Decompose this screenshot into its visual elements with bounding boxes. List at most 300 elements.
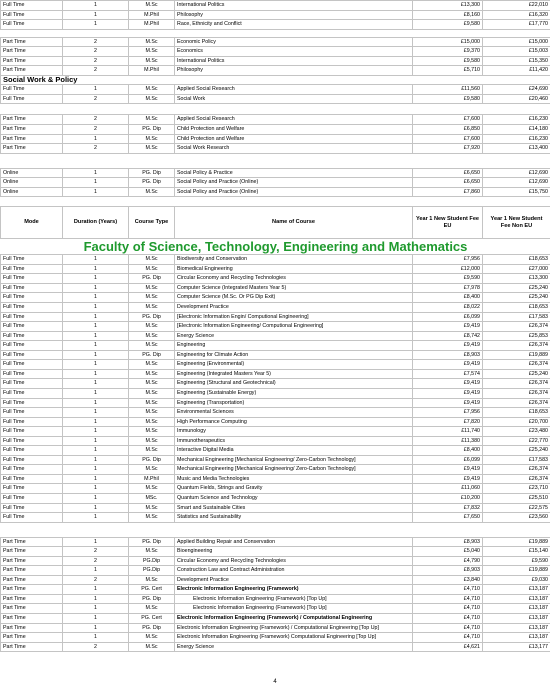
- duration-cell: 1: [63, 264, 129, 274]
- fee-non-eu-cell: £17,583: [483, 455, 550, 465]
- fee-eu-cell: £9,370: [413, 47, 483, 57]
- duration-cell: 1: [63, 484, 129, 494]
- mode-cell: Full Time: [1, 322, 63, 332]
- fee-eu-cell: £7,832: [413, 503, 483, 513]
- duration-cell: 1: [63, 187, 129, 197]
- table-row: [1, 144, 550, 154]
- fee-non-eu-cell: £26,374: [483, 360, 550, 370]
- mode-cell: Full Time: [1, 274, 63, 284]
- mode-cell: Full Time: [1, 341, 63, 351]
- table-row: [1, 303, 550, 313]
- fee-non-eu-cell: £9,590: [483, 556, 550, 566]
- fee-eu-cell: £7,956: [413, 408, 483, 418]
- table-row: [1, 427, 550, 437]
- fee-eu-cell: £11,560: [413, 85, 483, 95]
- duration-cell: 1: [63, 10, 129, 20]
- course-type-cell: M.Sc: [129, 427, 175, 437]
- table-row: [1, 187, 550, 197]
- table-row: [1, 85, 550, 95]
- fee-eu-cell: £7,978: [413, 283, 483, 293]
- table-row: [1, 274, 550, 284]
- mode-cell: Full Time: [1, 474, 63, 484]
- mode-cell: Full Time: [1, 465, 63, 475]
- course-type-cell: M.Sc: [129, 322, 175, 332]
- course-type-cell: M.Sc: [129, 360, 175, 370]
- course-type-cell: M.Sc: [129, 408, 175, 418]
- table-row: [1, 594, 550, 604]
- table-row: [1, 633, 550, 643]
- course-type-cell: M.Sc: [129, 37, 175, 47]
- duration-cell: 2: [63, 37, 129, 47]
- fee-eu-cell: £9,419: [413, 379, 483, 389]
- mode-cell: Part Time: [1, 566, 63, 576]
- fee-non-eu-cell: £16,320: [483, 10, 550, 20]
- duration-cell: 2: [63, 556, 129, 566]
- fee-non-eu-cell: £12,690: [483, 178, 550, 188]
- mode-cell: Full Time: [1, 350, 63, 360]
- table-row: [1, 575, 550, 585]
- table-row: [1, 556, 550, 566]
- course-name-cell: [Electronic Information Engin/ Computional Engineering]: [175, 312, 413, 322]
- duration-cell: 1: [63, 474, 129, 484]
- header-fee-non-eu: Year 1 New Student Fee Non EU: [483, 207, 550, 239]
- row-spacer: [1, 197, 550, 207]
- fee-non-eu-cell: £22,575: [483, 503, 550, 513]
- mode-cell: Full Time: [1, 379, 63, 389]
- fee-non-eu-cell: £13,300: [483, 274, 550, 284]
- fee-eu-cell: £4,710: [413, 594, 483, 604]
- fee-eu-cell: £4,710: [413, 633, 483, 643]
- page-number: 4: [273, 679, 277, 685]
- table-row: [1, 408, 550, 418]
- fee-eu-cell: £11,380: [413, 436, 483, 446]
- fee-non-eu-cell: £19,889: [483, 537, 550, 547]
- fee-eu-cell: £10,200: [413, 493, 483, 503]
- course-name-cell: Engineering (Transportation): [175, 398, 413, 408]
- fee-eu-cell: £6,650: [413, 178, 483, 188]
- course-type-cell: PG. Cert: [129, 613, 175, 623]
- duration-cell: 1: [63, 283, 129, 293]
- fee-non-eu-cell: £23,710: [483, 484, 550, 494]
- mode-cell: Full Time: [1, 303, 63, 313]
- mode-cell: Full Time: [1, 283, 63, 293]
- fee-non-eu-cell: £13,187: [483, 585, 550, 595]
- table-row: [1, 388, 550, 398]
- mode-cell: Part Time: [1, 37, 63, 47]
- table-row: [1, 322, 550, 332]
- duration-cell: 1: [63, 85, 129, 95]
- fee-eu-cell: £8,022: [413, 303, 483, 313]
- table-row: [1, 566, 550, 576]
- fee-eu-cell: £13,300: [413, 1, 483, 11]
- course-type-cell: M.Sc: [129, 341, 175, 351]
- duration-cell: 2: [63, 115, 129, 125]
- mode-cell: Part Time: [1, 537, 63, 547]
- fee-non-eu-cell: £9,030: [483, 575, 550, 585]
- duration-cell: 1: [63, 537, 129, 547]
- fee-eu-cell: £9,580: [413, 56, 483, 66]
- course-type-cell: PG.Dip: [129, 566, 175, 576]
- course-type-cell: M.Phil: [129, 66, 175, 76]
- mode-cell: Part Time: [1, 594, 63, 604]
- mode-cell: Part Time: [1, 556, 63, 566]
- course-type-cell: M.Phil: [129, 20, 175, 30]
- mode-cell: Full Time: [1, 408, 63, 418]
- duration-cell: 1: [63, 436, 129, 446]
- table-row: [1, 255, 550, 265]
- fee-eu-cell: £9,419: [413, 474, 483, 484]
- course-name-cell: Child Protection and Welfare: [175, 134, 413, 144]
- fee-non-eu-cell: £24,690: [483, 85, 550, 95]
- course-name-cell: Philosophy: [175, 66, 413, 76]
- course-name-cell: Immunology: [175, 427, 413, 437]
- course-type-cell: PG. Dip: [129, 178, 175, 188]
- fee-eu-cell: £7,574: [413, 369, 483, 379]
- course-name-cell: Child Protection and Welfare: [175, 125, 413, 135]
- fee-eu-cell: £7,650: [413, 513, 483, 523]
- fee-eu-cell: £7,860: [413, 187, 483, 197]
- duration-cell: 1: [63, 388, 129, 398]
- fee-non-eu-cell: £16,230: [483, 134, 550, 144]
- duration-cell: 1: [63, 465, 129, 475]
- duration-cell: 2: [63, 144, 129, 154]
- fee-eu-cell: £4,621: [413, 642, 483, 652]
- duration-cell: 2: [63, 94, 129, 104]
- duration-cell: 1: [63, 134, 129, 144]
- fee-eu-cell: £8,400: [413, 293, 483, 303]
- fee-non-eu-cell: £13,187: [483, 633, 550, 643]
- course-name-cell: Immunotherapeutics: [175, 436, 413, 446]
- course-type-cell: PG.Dip: [129, 556, 175, 566]
- fee-eu-cell: £6,099: [413, 312, 483, 322]
- course-type-cell: MSc.: [129, 493, 175, 503]
- table-row: [1, 613, 550, 623]
- fee-non-eu-cell: £26,374: [483, 388, 550, 398]
- header-fee-eu: Year 1 New Student Fee EU: [413, 207, 483, 239]
- fee-non-eu-cell: £19,889: [483, 350, 550, 360]
- table-row: [1, 446, 550, 456]
- fee-eu-cell: £6,099: [413, 455, 483, 465]
- mode-cell: Part Time: [1, 613, 63, 623]
- duration-cell: 1: [63, 255, 129, 265]
- course-name-cell: Applied Social Research: [175, 115, 413, 125]
- fee-eu-cell: £4,710: [413, 623, 483, 633]
- mode-cell: Full Time: [1, 293, 63, 303]
- fee-non-eu-cell: £18,653: [483, 303, 550, 313]
- duration-cell: 1: [63, 417, 129, 427]
- table-row: [1, 20, 550, 30]
- duration-cell: 2: [63, 47, 129, 57]
- course-name-cell: Applied Social Research: [175, 85, 413, 95]
- course-name-cell: Computer Science (M.Sc. Or PG Dip Exit): [175, 293, 413, 303]
- mode-cell: Full Time: [1, 10, 63, 20]
- table-row: [1, 398, 550, 408]
- table-row: [1, 623, 550, 633]
- course-type-cell: M.Sc: [129, 47, 175, 57]
- fee-non-eu-cell: £17,583: [483, 312, 550, 322]
- table-row: [1, 341, 550, 351]
- table-row: [1, 379, 550, 389]
- duration-cell: 2: [63, 125, 129, 135]
- course-name-cell: High Performance Computing: [175, 417, 413, 427]
- fee-non-eu-cell: £25,240: [483, 293, 550, 303]
- header-duration: Duration (Years): [63, 207, 129, 239]
- fee-non-eu-cell: £26,374: [483, 379, 550, 389]
- fee-non-eu-cell: £22,010: [483, 1, 550, 11]
- fee-non-eu-cell: £23,480: [483, 427, 550, 437]
- course-name-cell: Philosophy: [175, 10, 413, 20]
- table-row: [1, 10, 550, 20]
- table-row: [1, 37, 550, 47]
- course-name-cell: Development Practice: [175, 303, 413, 313]
- table-row: [1, 168, 550, 178]
- fee-eu-cell: £5,040: [413, 547, 483, 557]
- course-type-cell: M.Sc: [129, 503, 175, 513]
- table-row: [1, 47, 550, 57]
- fee-non-eu-cell: £13,187: [483, 623, 550, 633]
- duration-cell: 1: [63, 168, 129, 178]
- table-row: [1, 264, 550, 274]
- mode-cell: Online: [1, 178, 63, 188]
- fee-eu-cell: £6,650: [413, 168, 483, 178]
- course-type-cell: M.Sc: [129, 388, 175, 398]
- fee-non-eu-cell: £18,653: [483, 408, 550, 418]
- mode-cell: Full Time: [1, 369, 63, 379]
- fee-non-eu-cell: £19,889: [483, 566, 550, 576]
- course-name-cell: Applied Building Repair and Conservation: [175, 537, 413, 547]
- course-name-cell: International Politics: [175, 56, 413, 66]
- fee-non-eu-cell: £15,003: [483, 47, 550, 57]
- duration-cell: 1: [63, 274, 129, 284]
- course-type-cell: M.Sc: [129, 436, 175, 446]
- duration-cell: 1: [63, 360, 129, 370]
- mode-cell: Full Time: [1, 455, 63, 465]
- course-name-cell: Quantum Fields, Strings and Gravity: [175, 484, 413, 494]
- duration-cell: 1: [63, 613, 129, 623]
- mode-cell: Full Time: [1, 255, 63, 265]
- course-type-cell: M.Sc: [129, 134, 175, 144]
- row-spacer: [1, 29, 550, 37]
- course-name-cell: Energy Science: [175, 642, 413, 652]
- duration-cell: 2: [63, 66, 129, 76]
- course-type-cell: M.Sc: [129, 446, 175, 456]
- duration-cell: 1: [63, 585, 129, 595]
- course-name-cell: Race, Ethnicity and Conflict: [175, 20, 413, 30]
- fee-eu-cell: £15,000: [413, 37, 483, 47]
- course-type-cell: M.Sc: [129, 56, 175, 66]
- fee-non-eu-cell: £14,180: [483, 125, 550, 135]
- table-row: [1, 474, 550, 484]
- mode-cell: Full Time: [1, 503, 63, 513]
- fee-non-eu-cell: £12,690: [483, 168, 550, 178]
- fee-eu-cell: £7,600: [413, 134, 483, 144]
- duration-cell: 1: [63, 408, 129, 418]
- mode-cell: Part Time: [1, 547, 63, 557]
- fee-non-eu-cell: £11,420: [483, 66, 550, 76]
- duration-cell: 1: [63, 312, 129, 322]
- fee-non-eu-cell: £26,374: [483, 398, 550, 408]
- course-name-cell: Development Practice: [175, 575, 413, 585]
- mode-cell: Full Time: [1, 360, 63, 370]
- table-row: [1, 360, 550, 370]
- fee-non-eu-cell: £16,230: [483, 115, 550, 125]
- fee-non-eu-cell: £26,374: [483, 322, 550, 332]
- duration-cell: 2: [63, 575, 129, 585]
- fee-non-eu-cell: £20,700: [483, 417, 550, 427]
- fee-eu-cell: £4,790: [413, 556, 483, 566]
- course-name-cell: Engineering (Sustainable Energy): [175, 388, 413, 398]
- duration-cell: 1: [63, 379, 129, 389]
- course-name-cell: Statistics and Sustainability: [175, 513, 413, 523]
- table-row: [1, 125, 550, 135]
- duration-cell: 1: [63, 455, 129, 465]
- course-name-cell: Smart and Sustainable Cities: [175, 503, 413, 513]
- mode-cell: Part Time: [1, 66, 63, 76]
- faculty-heading-row: [1, 239, 550, 255]
- mode-cell: Full Time: [1, 446, 63, 456]
- table-row: [1, 484, 550, 494]
- table-row: [1, 503, 550, 513]
- fee-eu-cell: £8,400: [413, 446, 483, 456]
- table-row: [1, 537, 550, 547]
- course-name-cell: International Politics: [175, 1, 413, 11]
- duration-cell: 1: [63, 594, 129, 604]
- fee-eu-cell: £9,419: [413, 341, 483, 351]
- duration-cell: 1: [63, 322, 129, 332]
- mode-cell: Part Time: [1, 134, 63, 144]
- mode-cell: Part Time: [1, 125, 63, 135]
- duration-cell: 1: [63, 1, 129, 11]
- course-type-cell: M.Sc: [129, 484, 175, 494]
- fee-eu-cell: £7,600: [413, 115, 483, 125]
- table-row: [1, 436, 550, 446]
- table-row: [1, 56, 550, 66]
- mode-cell: Full Time: [1, 331, 63, 341]
- course-name-cell: Engineering: [175, 341, 413, 351]
- mode-cell: Part Time: [1, 633, 63, 643]
- fee-eu-cell: £4,710: [413, 604, 483, 614]
- duration-cell: 1: [63, 303, 129, 313]
- table-row: [1, 178, 550, 188]
- mode-cell: Full Time: [1, 388, 63, 398]
- duration-cell: 1: [63, 20, 129, 30]
- mode-cell: Full Time: [1, 484, 63, 494]
- table-row: [1, 312, 550, 322]
- header-course-type: Course Type: [129, 207, 175, 239]
- course-type-cell: M.Sc: [129, 547, 175, 557]
- duration-cell: 1: [63, 398, 129, 408]
- course-name-cell: Energy Science: [175, 331, 413, 341]
- fee-non-eu-cell: £13,400: [483, 144, 550, 154]
- course-name-cell: Electronic Information Engineering (Framework) [Top Up]: [175, 604, 413, 614]
- course-type-cell: PG. Dip: [129, 274, 175, 284]
- table-row: [1, 66, 550, 76]
- course-type-cell: M.Sc: [129, 642, 175, 652]
- table-row: [1, 350, 550, 360]
- fee-eu-cell: £4,710: [413, 585, 483, 595]
- fee-eu-cell: £9,590: [413, 274, 483, 284]
- course-name-cell: Interactive Digital Media: [175, 446, 413, 456]
- course-type-cell: M.Sc: [129, 283, 175, 293]
- header-course-name: Name of Course: [175, 207, 413, 239]
- fee-eu-cell: £9,419: [413, 465, 483, 475]
- fee-non-eu-cell: £25,240: [483, 369, 550, 379]
- table-row: [1, 465, 550, 475]
- fee-eu-cell: £9,419: [413, 398, 483, 408]
- course-name-cell: Social Policy and Practice (Online): [175, 187, 413, 197]
- fee-eu-cell: £9,419: [413, 388, 483, 398]
- duration-cell: 2: [63, 547, 129, 557]
- course-name-cell: Biomedical Engineering: [175, 264, 413, 274]
- course-type-cell: M.Sc: [129, 417, 175, 427]
- mode-cell: Part Time: [1, 115, 63, 125]
- fee-eu-cell: £4,710: [413, 613, 483, 623]
- mode-cell: Full Time: [1, 427, 63, 437]
- duration-cell: 1: [63, 633, 129, 643]
- duration-cell: 1: [63, 350, 129, 360]
- course-type-cell: M.Sc: [129, 513, 175, 523]
- table-row: [1, 369, 550, 379]
- course-name-cell: Engineering (Environmental): [175, 360, 413, 370]
- mode-cell: Part Time: [1, 575, 63, 585]
- course-type-cell: M.Sc: [129, 1, 175, 11]
- mode-cell: Full Time: [1, 398, 63, 408]
- course-type-cell: M.Sc: [129, 264, 175, 274]
- mode-cell: Full Time: [1, 1, 63, 11]
- mode-cell: Part Time: [1, 56, 63, 66]
- course-name-cell: Electronic Information Engineering (Framework) [Top Up]: [175, 594, 413, 604]
- course-type-cell: M.Sc: [129, 115, 175, 125]
- course-type-cell: M.Sc: [129, 331, 175, 341]
- course-name-cell: Social Policy & Practice: [175, 168, 413, 178]
- fee-non-eu-cell: £25,510: [483, 493, 550, 503]
- table-row: [1, 642, 550, 652]
- table-row: [1, 283, 550, 293]
- fee-eu-cell: £9,580: [413, 20, 483, 30]
- duration-cell: 2: [63, 642, 129, 652]
- course-type-cell: PG. Dip: [129, 594, 175, 604]
- course-name-cell: Electronic Information Engineering (Framework) / Computational Engineering: [175, 613, 413, 623]
- course-type-cell: PG. Dip: [129, 125, 175, 135]
- course-type-cell: M.Sc: [129, 575, 175, 585]
- fee-eu-cell: £6,850: [413, 125, 483, 135]
- course-type-cell: M.Sc: [129, 94, 175, 104]
- fee-non-eu-cell: £13,187: [483, 613, 550, 623]
- course-name-cell: Bioengineering: [175, 547, 413, 557]
- mode-cell: Full Time: [1, 94, 63, 104]
- fee-eu-cell: £5,710: [413, 66, 483, 76]
- duration-cell: 1: [63, 503, 129, 513]
- mode-cell: Full Time: [1, 436, 63, 446]
- mode-cell: Full Time: [1, 85, 63, 95]
- fee-non-eu-cell: £13,187: [483, 594, 550, 604]
- course-name-cell: Music and Media Technologies: [175, 474, 413, 484]
- course-name-cell: Quantum Science and Technology: [175, 493, 413, 503]
- course-name-cell: Economics: [175, 47, 413, 57]
- mode-cell: Full Time: [1, 513, 63, 523]
- course-name-cell: Electronic Information Engineering (Framework) / Computational Engineering [Top Up]: [175, 623, 413, 633]
- mode-cell: Part Time: [1, 623, 63, 633]
- course-name-cell: Social Policy and Practice (Online): [175, 178, 413, 188]
- course-name-cell: Engineering for Climate Action: [175, 350, 413, 360]
- fee-eu-cell: £11,740: [413, 427, 483, 437]
- fee-eu-cell: £9,419: [413, 322, 483, 332]
- duration-cell: 1: [63, 341, 129, 351]
- course-type-cell: PG. Dip: [129, 455, 175, 465]
- fee-non-eu-cell: £25,240: [483, 446, 550, 456]
- fee-eu-cell: £8,903: [413, 350, 483, 360]
- fee-eu-cell: £11,060: [413, 484, 483, 494]
